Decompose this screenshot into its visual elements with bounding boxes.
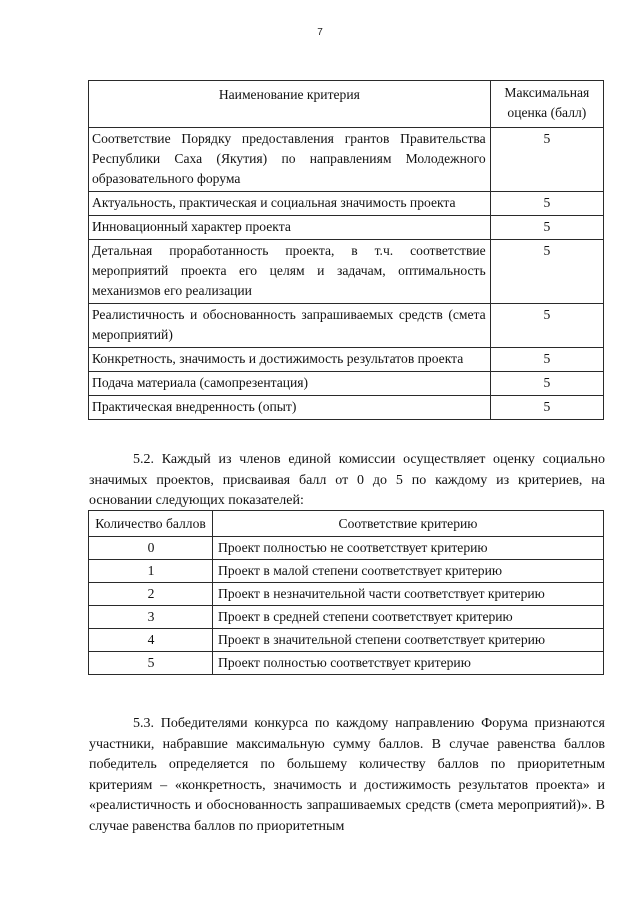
criterion-name: Реалистичность и обоснованность запрашиваемых средств (смета мероприятий) bbox=[89, 304, 491, 348]
score-description: Проект в значительной степени соответствует критерию bbox=[213, 629, 604, 652]
criterion-name: Детальная проработанность проекта, в т.ч. соответствие мероприятий проекта его целям и задачам, оптимальность механизмов его реализации bbox=[89, 240, 491, 304]
criteria-name-header: Наименование критерия bbox=[89, 81, 491, 128]
criterion-max-score: 5 bbox=[490, 192, 603, 216]
scores-row bbox=[89, 652, 604, 675]
criterion-max-score: 5 bbox=[490, 128, 603, 192]
score-description: Проект в незначительной части соответствует критерию bbox=[213, 583, 604, 606]
score-value: 4 bbox=[89, 629, 213, 652]
paragraph-5-3 bbox=[89, 714, 605, 838]
criterion-name: Соответствие Порядку предоставления грантов Правительства Республики Саха (Якутия) по направлениям Молодежного образовательного форума bbox=[89, 128, 491, 192]
score-value: 5 bbox=[89, 652, 213, 675]
criterion-name: Инновационный характер проекта bbox=[89, 216, 491, 240]
criterion-max-score: 5 bbox=[490, 216, 603, 240]
score-value: 0 bbox=[89, 537, 213, 560]
score-description: Проект в малой степени соответствует критерию bbox=[213, 560, 604, 583]
criteria-row bbox=[89, 192, 604, 216]
criterion-name: Актуальность, практическая и социальная значимость проекта bbox=[89, 192, 491, 216]
score-value: 2 bbox=[89, 583, 213, 606]
criterion-name: Конкретность, значимость и достижимость результатов проекта bbox=[89, 348, 491, 372]
page-number: 7 bbox=[317, 27, 323, 38]
criterion-max-score: 5 bbox=[490, 372, 603, 396]
paragraph-5-3-text: 5.3. Победителями конкурса по каждому направлению Форума признаются участники, набравшие максимальную сумму баллов. В случае равенства баллов победитель определяется по большему количеству баллов по приоритетным критериям – «конкретность, значимость и достижимость результатов проекта» и «реалистичность и обоснованность запрашиваемых средств (смета мероприятий)». В случае равенства баллов по приоритетным bbox=[89, 716, 605, 834]
paragraph-5-2-text: 5.2. Каждый из членов единой комиссии осуществляет оценку социально значимых проектов, присваивая балл от 0 до 5 по каждому из критериев, на основании следующих показателей: bbox=[89, 452, 605, 509]
score-value: 1 bbox=[89, 560, 213, 583]
scores-row bbox=[89, 606, 604, 629]
criterion-max-score: 5 bbox=[490, 396, 603, 420]
scores-row bbox=[89, 629, 604, 652]
criteria-row bbox=[89, 396, 604, 420]
criteria-row bbox=[89, 304, 604, 348]
scores-row bbox=[89, 537, 604, 560]
criterion-name: Подача материала (самопрезентация) bbox=[89, 372, 491, 396]
criterion-max-score: 5 bbox=[490, 304, 603, 348]
score-description: Проект полностью соответствует критерию bbox=[213, 652, 604, 675]
criterion-max-score: 5 bbox=[490, 240, 603, 304]
score-description: Проект полностью не соответствует критерию bbox=[213, 537, 604, 560]
criteria-row bbox=[89, 216, 604, 240]
paragraph-5-2 bbox=[89, 450, 605, 512]
max-score-header: Максимальная оценка (балл) bbox=[490, 81, 603, 128]
criteria-table-header-row bbox=[89, 81, 604, 128]
score-description: Проект в средней степени соответствует критерию bbox=[213, 606, 604, 629]
criterion-name: Практическая внедренность (опыт) bbox=[89, 396, 491, 420]
scores-table bbox=[88, 510, 604, 675]
criterion-max-score: 5 bbox=[490, 348, 603, 372]
criterion-match-header: Соответствие критерию bbox=[213, 511, 604, 537]
scores-row bbox=[89, 583, 604, 606]
score-value: 3 bbox=[89, 606, 213, 629]
scores-row bbox=[89, 560, 604, 583]
scores-table-header-row bbox=[89, 511, 604, 537]
criteria-table bbox=[88, 80, 604, 420]
criteria-row bbox=[89, 348, 604, 372]
score-count-header: Количество баллов bbox=[89, 511, 213, 537]
criteria-row bbox=[89, 128, 604, 192]
criteria-row bbox=[89, 372, 604, 396]
criteria-row bbox=[89, 240, 604, 304]
